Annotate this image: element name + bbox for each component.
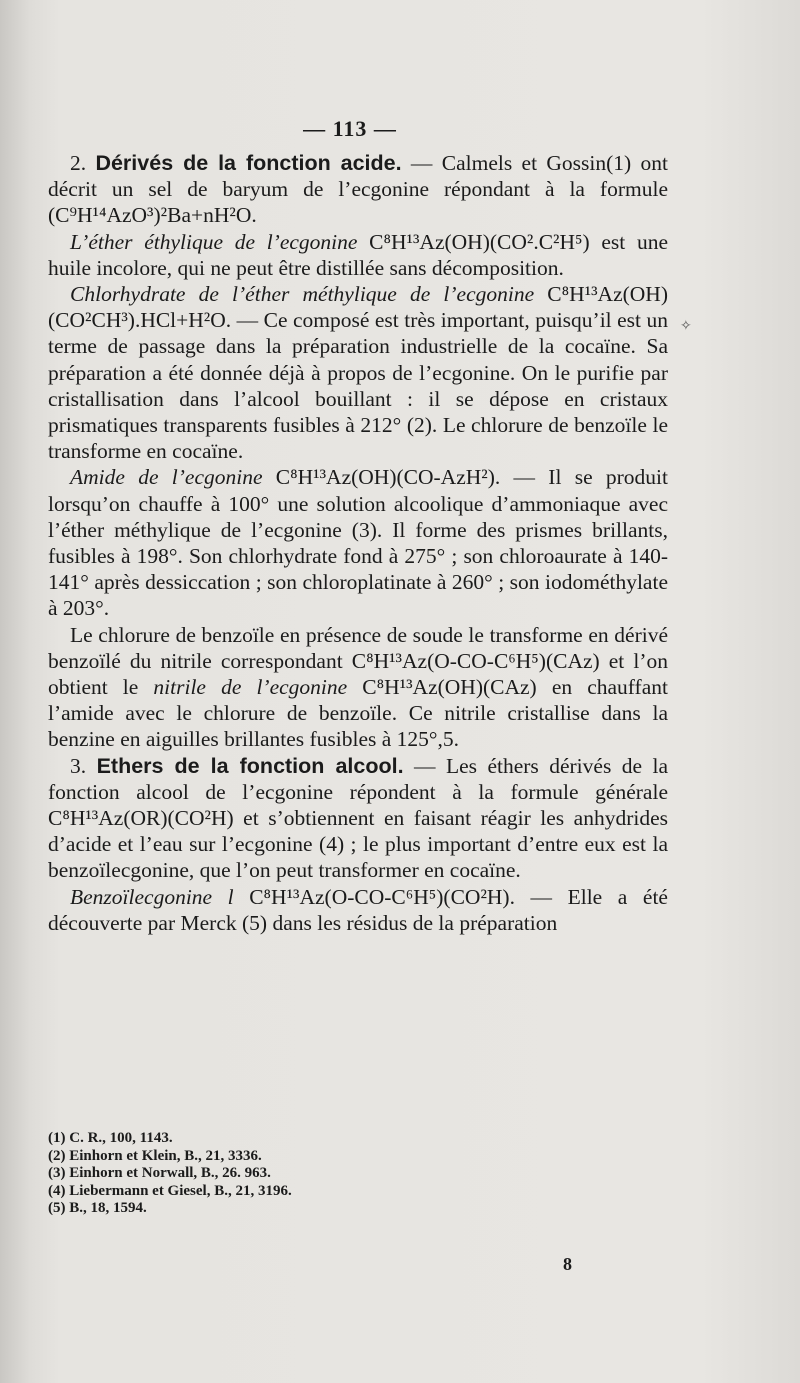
footnotes	[48, 1130, 568, 1218]
paragraph-text: — Calmels et Gossin(1) ont décrit un sel de baryum de l’ecgonine répondant à la formule (C⁹H¹⁴AzO³)²Ba+nH²O.	[48, 151, 668, 228]
body-text	[48, 150, 668, 936]
paragraph-text: C⁸H¹³Az(OH)(CAz) en chauffant l’amide avec le chlorure de benzoïle. Ce nitrile cristallise dans la benzine en aiguilles brillantes fusibles à 125°,5.	[48, 675, 668, 752]
paragraph-ethers-alcool	[48, 753, 668, 884]
footnote: (4) Liebermann et Giesel, B., 21, 3196.	[48, 1182, 292, 1199]
section-number: 3.	[70, 753, 87, 778]
compound-name: Amide de l’ecgonine	[70, 465, 263, 490]
paragraph-text: C⁸H¹³Az(O-CO-C⁶H⁵)(CO²H). — Elle a été découverte par Merck (5) dans les résidus de la préparation	[48, 884, 668, 935]
section-heading: Dérivés de la fonction acide.	[95, 151, 402, 175]
paragraph-derives-acide	[48, 150, 668, 229]
paragraph-ether-ethylique	[48, 229, 668, 281]
margin-mark: ✧	[680, 319, 692, 334]
compound-name: Chlorhydrate de l’éther méthylique de l’ecgonine	[70, 282, 535, 307]
paragraph-benzoilecgonine	[48, 884, 668, 936]
compound-name: L’éther éthylique de l’ecgonine	[70, 229, 358, 254]
paragraph-text: C⁸H¹³Az(OH)(CO²CH³).HCl+H²O. — Ce composé est très important, puisqu’il est un terme de passage dans la préparation industrielle de la cocaïne. Sa préparation a été donnée déjà à propos de l’ecgonine. On le purifie par cristallisation dans l’alcool bouillant : il se dépose en cristaux prismatiques transparents fusibles à 212° (2). Le chlorure de benzoïle le transforme en cocaïne.	[48, 282, 668, 464]
paragraph-amide	[48, 464, 668, 621]
section-heading: Ethers de la fonction alcool.	[96, 753, 404, 778]
page-number: — 113 —	[303, 116, 397, 141]
paragraph-text: C⁸H¹³Az(OH)(CO-AzH²). — Il se produit lorsqu’on chauffe à 100° une solution alcoolique d’ammoniaque avec l’éther méthylique de l’ecgonine (3). Il forme des prismes brillants, fusibles à 198°. Son chlorhydrate fond à 275° ; son chloroaurate à 140-141° après dessiccation ; son chloroplatinate à 260° ; son iodométhylate à 203°.	[48, 465, 669, 621]
footnote: (5) B., 18, 1594.	[48, 1200, 147, 1217]
compound-name: Benzoïlecgonine l	[70, 884, 234, 909]
paragraph-text: C⁸H¹³Az(OH)(CO².C²H⁵) est une huile incolore, qui ne peut être distillée sans décomposition.	[48, 229, 669, 280]
footnote: (3) Einhorn et Norwall, B., 26. 963.	[48, 1165, 271, 1182]
paragraph-text: — Les éthers dérivés de la fonction alcool de l’ecgonine répondent à la formule générale C⁸H¹³Az(OR)(CO²H) et s’obtiennent en faisant réagir les anhydrides d’acide et l’eau sur l’ecgonine (4) ; le plus important d’entre eux est la benzoïlecgonine, que l’on peut transformer en cocaïne.	[48, 753, 669, 883]
compound-name: nitrile de l’ecgonine	[153, 675, 348, 700]
paragraph-nitrile	[48, 622, 668, 753]
paragraph-chlorhydrate	[48, 281, 668, 464]
footnote: (2) Einhorn et Klein, B., 21, 3336.	[48, 1147, 262, 1164]
paragraph-text: Le chlorure de benzoïle en présence de soude le transforme en dérivé benzoïlé du nitrile correspondant C⁸H¹³Az(O-CO-C⁶H⁵)(CAz) et l’on obtient le	[48, 622, 668, 700]
signature-mark: 8	[563, 1254, 572, 1274]
section-number: 2.	[70, 151, 87, 175]
footnote: (1) C. R., 100, 1143.	[48, 1130, 173, 1146]
